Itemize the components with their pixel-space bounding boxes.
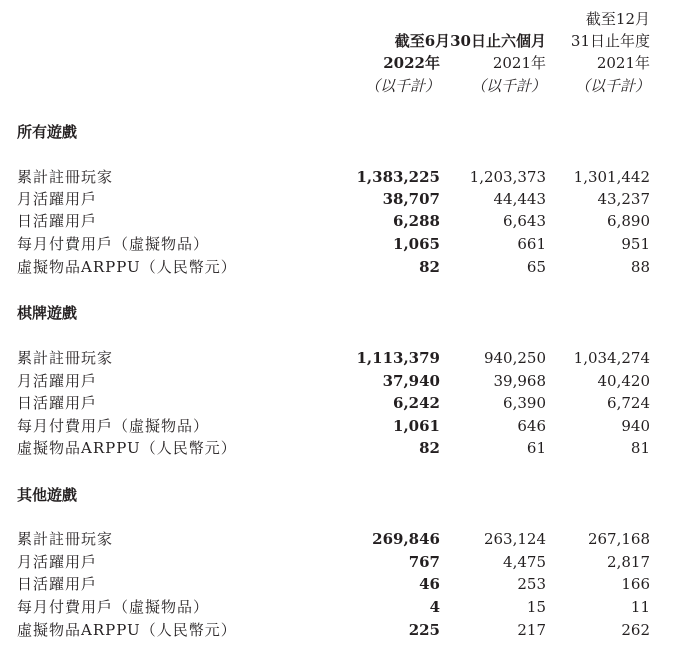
value-2021-fy: 267,168 bbox=[587, 530, 650, 548]
table-row bbox=[0, 233, 681, 255]
value-2021-fy: 6,890 bbox=[607, 212, 650, 230]
value-2022-6m: 225 bbox=[408, 621, 440, 639]
header-col2-unit: （以千計） bbox=[470, 77, 546, 95]
value-2021-6m: 1,203,373 bbox=[469, 168, 546, 186]
header-col1-year: 2022年 bbox=[383, 54, 440, 72]
row-label: 每月付費用戶（虛擬物品） bbox=[17, 417, 210, 435]
value-2021-6m: 15 bbox=[526, 598, 546, 616]
row-label: 月活躍用戶 bbox=[17, 372, 98, 390]
value-2022-6m: 1,061 bbox=[393, 417, 440, 435]
value-2021-6m: 217 bbox=[517, 621, 546, 639]
value-2022-6m: 4 bbox=[429, 598, 440, 616]
value-2021-6m: 44,443 bbox=[493, 190, 546, 208]
value-2021-fy: 88 bbox=[630, 258, 650, 276]
value-2021-6m: 4,475 bbox=[503, 553, 546, 571]
row-label: 每月付費用戶（虛擬物品） bbox=[17, 598, 210, 616]
value-2021-6m: 39,968 bbox=[493, 372, 546, 390]
value-2021-fy: 166 bbox=[621, 575, 650, 593]
row-label: 累計註冊玩家 bbox=[17, 530, 114, 548]
row-label: 日活躍用戶 bbox=[17, 575, 98, 593]
row-label: 虛擬物品ARPPU（人民幣元） bbox=[17, 439, 237, 457]
section-title-card-games: 棋牌遊戲 bbox=[17, 304, 78, 322]
value-2021-fy: 2,817 bbox=[607, 553, 650, 571]
table-row bbox=[0, 573, 681, 595]
row-label: 累計註冊玩家 bbox=[17, 168, 114, 186]
section-title-other-games: 其他遊戲 bbox=[17, 486, 78, 504]
value-2021-fy: 43,237 bbox=[597, 190, 650, 208]
header-col3-year: 2021年 bbox=[596, 54, 650, 72]
table-row bbox=[0, 415, 681, 437]
header-col3-unit: （以千計） bbox=[574, 77, 650, 95]
row-label: 月活躍用戶 bbox=[17, 190, 98, 208]
value-2021-6m: 263,124 bbox=[483, 530, 546, 548]
value-2021-6m: 6,643 bbox=[503, 212, 546, 230]
value-2022-6m: 38,707 bbox=[382, 190, 440, 208]
header-col2-year: 2021年 bbox=[492, 54, 546, 72]
header-col1-unit: （以千計） bbox=[364, 77, 440, 95]
value-2022-6m: 6,242 bbox=[393, 394, 440, 412]
value-2022-6m: 1,113,379 bbox=[356, 349, 440, 367]
value-2021-6m: 6,390 bbox=[503, 394, 546, 412]
row-label: 日活躍用戶 bbox=[17, 394, 98, 412]
value-2021-fy: 940 bbox=[621, 417, 650, 435]
table-row bbox=[0, 619, 681, 641]
value-2022-6m: 82 bbox=[419, 439, 440, 457]
value-2022-6m: 1,065 bbox=[393, 235, 440, 253]
value-2021-6m: 940,250 bbox=[483, 349, 546, 367]
table-row bbox=[0, 437, 681, 459]
value-2021-fy: 11 bbox=[630, 598, 650, 616]
table-row bbox=[0, 370, 681, 392]
value-2021-fy: 951 bbox=[621, 235, 650, 253]
row-label: 累計註冊玩家 bbox=[17, 349, 114, 367]
table-row bbox=[0, 188, 681, 210]
value-2022-6m: 1,383,225 bbox=[356, 168, 440, 186]
table-row bbox=[0, 392, 681, 414]
value-2021-fy: 1,301,442 bbox=[573, 168, 650, 186]
value-2021-6m: 253 bbox=[517, 575, 546, 593]
row-label: 日活躍用戶 bbox=[17, 212, 98, 230]
header-12m-line2: 31日止年度 bbox=[570, 32, 650, 50]
header-6m-period: 截至6月30日止六個月 bbox=[394, 32, 546, 50]
value-2021-6m: 61 bbox=[526, 439, 546, 457]
value-2022-6m: 767 bbox=[408, 553, 440, 571]
value-2021-fy: 81 bbox=[630, 439, 650, 457]
header-12m-line1: 截至12月 bbox=[585, 10, 650, 28]
value-2021-fy: 262 bbox=[621, 621, 650, 639]
value-2021-6m: 661 bbox=[517, 235, 546, 253]
row-label: 虛擬物品ARPPU（人民幣元） bbox=[17, 621, 237, 639]
row-label: 每月付費用戶（虛擬物品） bbox=[17, 235, 210, 253]
value-2021-fy: 40,420 bbox=[597, 372, 650, 390]
row-label: 月活躍用戶 bbox=[17, 553, 98, 571]
value-2022-6m: 82 bbox=[419, 258, 440, 276]
value-2021-fy: 6,724 bbox=[607, 394, 650, 412]
table-row bbox=[0, 528, 681, 550]
table-row bbox=[0, 210, 681, 232]
section-title-all-games: 所有遊戲 bbox=[17, 123, 78, 141]
table-row bbox=[0, 347, 681, 369]
value-2021-6m: 65 bbox=[526, 258, 546, 276]
value-2021-fy: 1,034,274 bbox=[573, 349, 650, 367]
value-2022-6m: 37,940 bbox=[382, 372, 440, 390]
table-row bbox=[0, 166, 681, 188]
row-label: 虛擬物品ARPPU（人民幣元） bbox=[17, 258, 237, 276]
value-2021-6m: 646 bbox=[517, 417, 546, 435]
value-2022-6m: 46 bbox=[419, 575, 440, 593]
value-2022-6m: 6,288 bbox=[393, 212, 440, 230]
table-row bbox=[0, 596, 681, 618]
table-row bbox=[0, 551, 681, 573]
table-row bbox=[0, 256, 681, 278]
value-2022-6m: 269,846 bbox=[372, 530, 440, 548]
